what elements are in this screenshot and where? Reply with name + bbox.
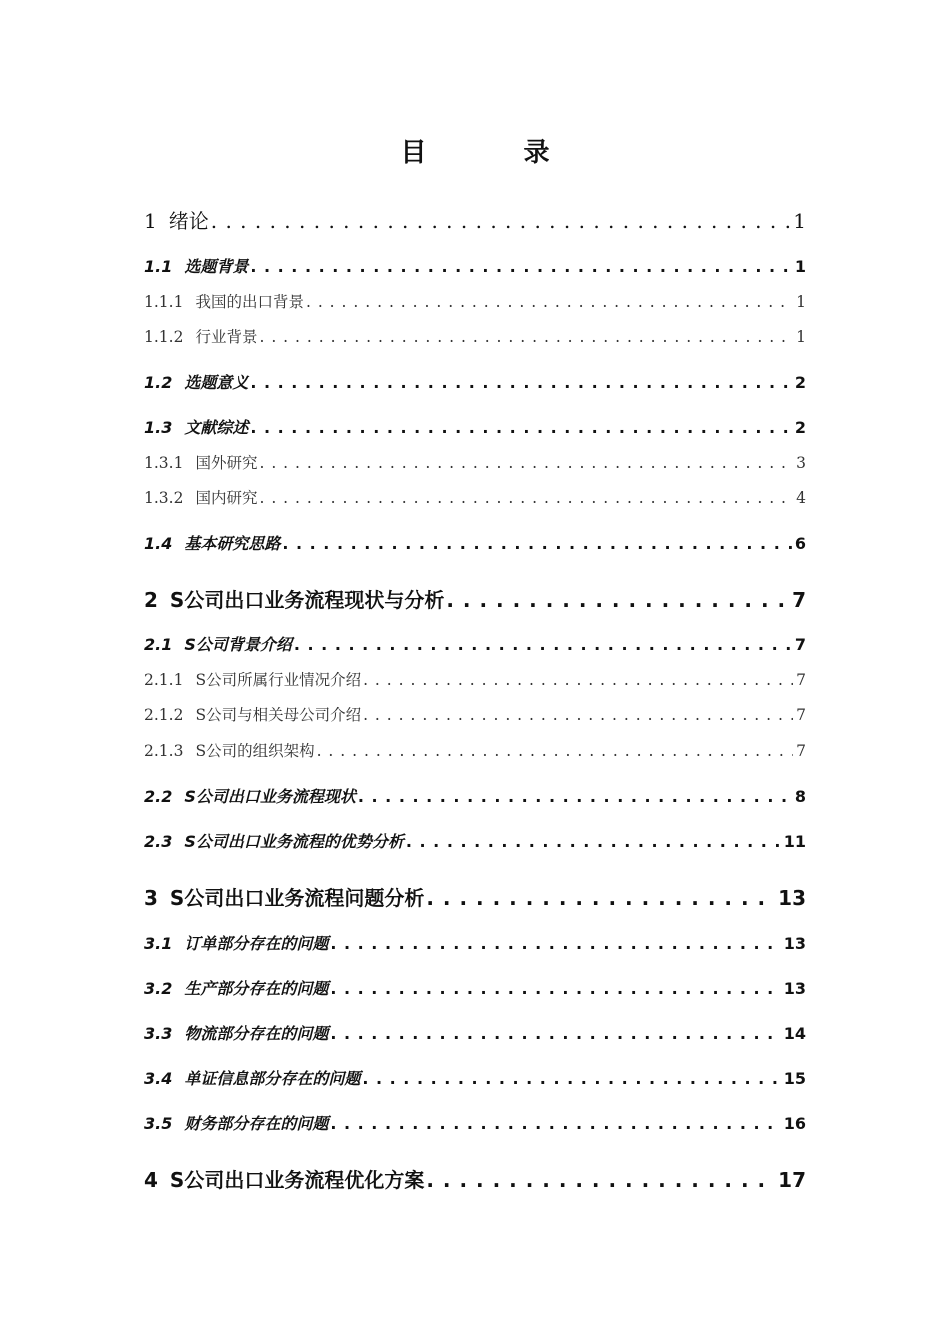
toc-entry-number: 3.4 [144, 1069, 173, 1088]
toc-entry[interactable] [144, 531, 806, 554]
toc-entry[interactable] [144, 632, 806, 655]
toc-leader-dots [250, 257, 792, 276]
toc-leader-dots [211, 209, 791, 233]
toc-entry-title: 国内研究 [195, 489, 258, 507]
toc-entry-title: 行业背景 [195, 328, 258, 346]
toc-entry[interactable] [144, 254, 806, 277]
toc-entry-page: 8 [794, 787, 806, 806]
toc-entry[interactable] [144, 882, 806, 911]
toc-entry[interactable] [144, 668, 806, 690]
toc-leader-dots [358, 787, 792, 806]
toc-entry-number: 1.3.2 [144, 489, 184, 507]
toc-entry-page: 4 [796, 489, 806, 507]
toc-entry-number: 2.2 [144, 787, 173, 806]
toc-entry-title: 选题意义 [184, 373, 249, 392]
toc-entry-page: 13 [783, 934, 806, 953]
toc-entry-number: 3.3 [144, 1024, 173, 1043]
toc-entry-page: 7 [796, 706, 806, 724]
toc-entry-title: 生产部分存在的问题 [184, 979, 329, 998]
toc-entry-page: 7 [796, 671, 806, 689]
toc-entry-page: 16 [783, 1114, 806, 1133]
toc-entry[interactable] [144, 370, 806, 393]
toc-entry-page: 2 [794, 418, 806, 437]
toc-leader-dots [406, 832, 781, 851]
toc-entry-number: 3.2 [144, 979, 173, 998]
toc-entry-page: 1 [793, 209, 806, 233]
toc-entry-title: 选题背景 [184, 257, 249, 276]
toc-entry-title: 单证信息部分存在的问题 [184, 1069, 361, 1088]
toc-entry-number: 1.3.1 [144, 454, 184, 472]
toc-entry-title: S公司出口业务流程现状与分析 [169, 588, 445, 612]
toc-entry-title: 国外研究 [195, 454, 258, 472]
toc-entry-number: 1.1 [144, 257, 173, 276]
toc-entry-number: 1.4 [144, 534, 173, 553]
toc-entry-number: 1.1.2 [144, 328, 184, 346]
toc-entry-number: 1.3 [144, 418, 173, 437]
toc-entry-title: 绪论 [168, 209, 209, 233]
toc-leader-dots [363, 706, 793, 724]
toc-entry-number: 3 [144, 886, 158, 910]
toc-entry-page: 1 [796, 328, 806, 346]
toc-entry-page: 3 [796, 454, 806, 472]
toc-entry-title: S公司出口业务流程优化方案 [169, 1168, 425, 1192]
toc-entry-title: 基本研究思路 [184, 534, 281, 553]
toc-leader-dots [330, 934, 780, 953]
toc-entry-title: 订单部分存在的问题 [184, 934, 329, 953]
toc-leader-dots [306, 293, 793, 311]
toc-entry-number: 2.1.3 [144, 742, 184, 760]
toc-entry-number: 1 [144, 209, 157, 233]
toc-entry-number: 1.2 [144, 373, 173, 392]
toc-entry[interactable] [144, 1111, 806, 1134]
toc-entry[interactable] [144, 784, 806, 807]
toc-leader-dots [250, 373, 792, 392]
toc-entry-page: 1 [796, 293, 806, 311]
toc-entry[interactable] [144, 1021, 806, 1044]
toc-entry-page: 13 [778, 886, 806, 910]
toc-entry-page: 11 [783, 832, 806, 851]
toc-entry[interactable] [144, 1066, 806, 1089]
toc-entry-number: 4 [144, 1168, 158, 1192]
toc-entry-number: 3.1 [144, 934, 173, 953]
toc-entry-number: 2.3 [144, 832, 173, 851]
toc-leader-dots [330, 1024, 780, 1043]
toc-entry-title: S公司与相关母公司介绍 [195, 706, 362, 724]
toc-entry[interactable] [144, 205, 806, 234]
toc-entry-page: 6 [794, 534, 806, 553]
toc-leader-dots [363, 671, 793, 689]
toc-entry-title: S公司出口业务流程的优势分析 [184, 832, 404, 851]
toc-entry-number: 3.5 [144, 1114, 173, 1133]
toc-entry-title: S公司背景介绍 [184, 635, 292, 654]
toc-entry-title: 文献综述 [184, 418, 249, 437]
toc-entry[interactable] [144, 976, 806, 999]
toc-entry[interactable] [144, 486, 806, 508]
toc-leader-dots [317, 742, 794, 760]
toc-entry[interactable] [144, 325, 806, 347]
toc-leader-dots [259, 328, 793, 346]
toc-entry-page: 1 [794, 257, 806, 276]
toc-entry-title: S公司所属行业情况介绍 [195, 671, 362, 689]
toc-entry-number: 1.1.1 [144, 293, 184, 311]
toc-entry[interactable] [144, 290, 806, 312]
toc-entry-title: 我国的出口背景 [195, 293, 304, 311]
toc-entry-number: 2 [144, 588, 158, 612]
toc-entry-title: S公司的组织架构 [195, 742, 315, 760]
toc-entry-title: S公司出口业务流程现状 [184, 787, 356, 806]
toc-entry-page: 7 [792, 588, 806, 612]
toc-entry[interactable] [144, 584, 806, 613]
toc-entry[interactable] [144, 829, 806, 852]
toc-leader-dots [250, 418, 792, 437]
toc-leader-dots [259, 454, 793, 472]
toc-leader-dots [282, 534, 792, 553]
toc-entry[interactable] [144, 415, 806, 438]
toc-entry[interactable] [144, 931, 806, 954]
toc-entry-page: 15 [783, 1069, 806, 1088]
toc-leader-dots [426, 886, 775, 910]
toc-entry-number: 2.1.1 [144, 671, 184, 689]
toc-entry-number: 2.1.2 [144, 706, 184, 724]
toc-leader-dots [362, 1069, 780, 1088]
toc-entry-page: 17 [778, 1168, 806, 1192]
toc-leader-dots [330, 979, 780, 998]
toc-entry-page: 2 [794, 373, 806, 392]
toc-leader-dots [446, 588, 789, 612]
toc-entry-title: 财务部分存在的问题 [184, 1114, 329, 1133]
toc-entry-page: 7 [794, 635, 806, 654]
toc-leader-dots [294, 635, 792, 654]
toc-entry-number: 2.1 [144, 635, 173, 654]
toc-entry-page: 14 [783, 1024, 806, 1043]
toc-entry[interactable] [144, 451, 806, 473]
toc-entry[interactable] [144, 1164, 806, 1193]
toc-entry-page: 13 [783, 979, 806, 998]
toc-leader-dots [426, 1168, 775, 1192]
toc-entry-title: S公司出口业务流程问题分析 [169, 886, 425, 910]
toc-entry-title: 物流部分存在的问题 [184, 1024, 329, 1043]
toc-leader-dots [259, 489, 793, 507]
toc-entry[interactable] [144, 703, 806, 725]
page-title: 目 录 [400, 138, 594, 168]
toc-entry-page: 7 [796, 742, 806, 760]
toc-entry[interactable] [144, 739, 806, 761]
toc-leader-dots [330, 1114, 780, 1133]
